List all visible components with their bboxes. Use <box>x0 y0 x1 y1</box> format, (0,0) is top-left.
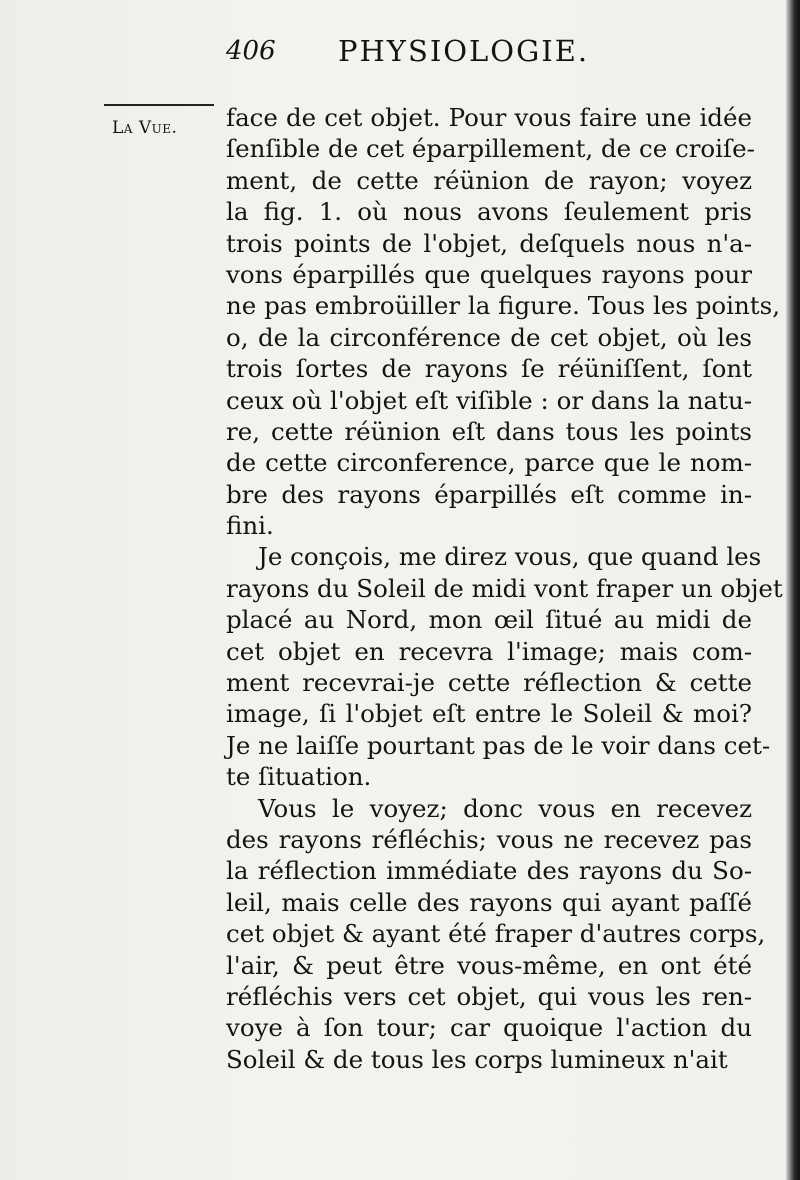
text-line: fini. <box>226 511 274 541</box>
text-line: image, ſi l'objet eſt entre le Soleil & moi? <box>226 699 752 729</box>
page-title: PHYSIOLOGIE. <box>338 34 590 68</box>
text-line: ne pas embroüiller la figure. Tous les points, <box>226 291 780 321</box>
text-line: voye à ſon tour; car quoique l'action du <box>226 1013 752 1043</box>
text-line: ment, de cette réünion de rayon; voyez <box>226 165 752 195</box>
text-line: ceux où l'objet eſt viſible : or dans la natu- <box>226 385 752 415</box>
text-line: réfléchis vers cet objet, qui vous les ren- <box>226 981 752 1011</box>
text-line: Vous le voyez; donc vous en recevez <box>258 793 752 823</box>
text-line: de cette circonference, parce que le nom- <box>226 448 752 478</box>
running-head <box>226 30 646 80</box>
text-line: o, de la circonférence de cet objet, où les <box>226 322 752 352</box>
paragraph <box>226 793 766 1076</box>
text-line: rayons du Soleil de midi vont fraper un objet <box>226 573 783 603</box>
text-line: bre des rayons éparpillés eſt comme in- <box>226 479 752 509</box>
text-line: la réflection immédiate des rayons du So- <box>226 856 752 886</box>
text-line: Je ne laiſſe pourtant pas de le voir dans cet- <box>226 730 771 760</box>
text-line: cet objet & ayant été fraper d'autres corps, <box>226 919 766 949</box>
text-line: re, cette réünion eſt dans tous les points <box>226 416 752 446</box>
text-line: trois points de l'objet, deſquels nous n'a- <box>226 228 752 258</box>
text-line: des rayons réfléchis; vous ne recevez pas <box>226 824 752 854</box>
text-line: te ſituation. <box>226 762 372 792</box>
page-number: 406 <box>226 36 276 66</box>
text-line: la fig. 1. où nous avons ſeulement pris <box>226 197 752 227</box>
text-line: Je conçois, me direz vous, que quand les <box>258 542 762 572</box>
paragraph <box>226 102 780 541</box>
text-line: cet objet en recevra l'image; mais com- <box>226 636 752 666</box>
text-line: ment recevrai-je cette réflection & cette <box>226 668 752 698</box>
marginal-note: La Vue. <box>112 118 178 138</box>
text-line: l'air, & peut être vous-même, en ont été <box>226 950 752 980</box>
paragraph <box>226 541 783 792</box>
text-line: trois ſortes de rayons ſe réüniſſent, ſont <box>226 354 752 384</box>
text-line: Soleil & de tous les corps lumineux n'ait <box>226 1044 728 1074</box>
page-edge-shadow <box>786 0 800 1180</box>
text-line: leil, mais celle des rayons qui ayant paſſé <box>226 887 752 917</box>
body-text <box>226 102 783 1075</box>
text-line: ſenſible de cet éparpillement, de ce croiſe- <box>226 134 755 164</box>
text-line: face de cet objet. Pour vous faire une idée <box>226 103 752 132</box>
text-line: vons éparpillés que quelques rayons pour <box>226 259 752 289</box>
marginal-rule <box>104 104 214 106</box>
text-line: placé au Nord, mon œil ſitué au midi de <box>226 605 752 635</box>
